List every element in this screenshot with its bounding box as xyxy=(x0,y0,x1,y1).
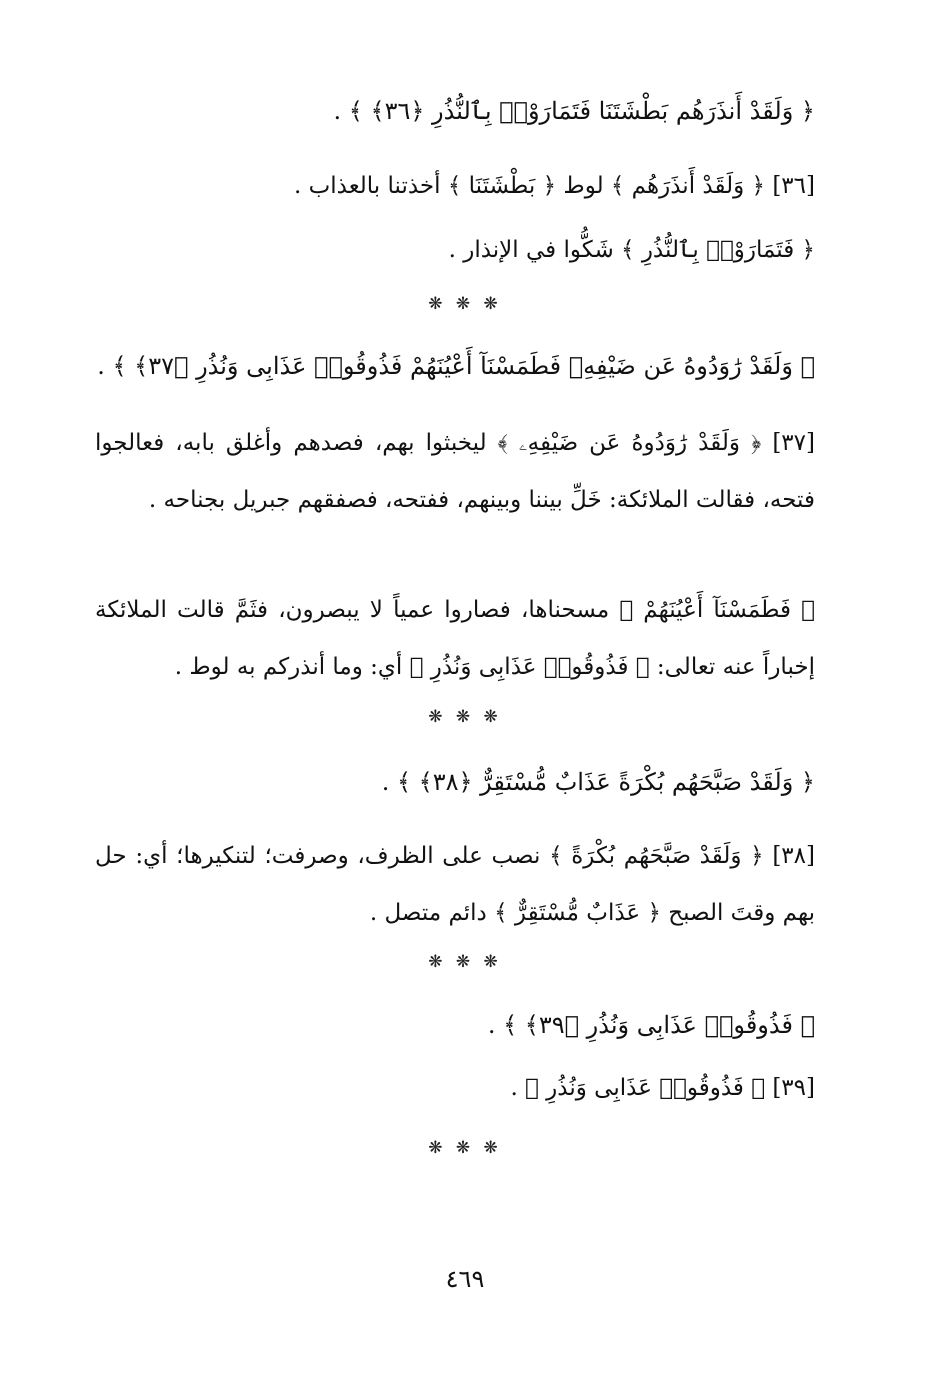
commentary-36-b: ﴿ فَتَمَارَوْا۟ بِٱلنُّذُرِ ﴾ شَكُّوا في الإنذار . xyxy=(448,237,815,263)
section-divider: ❋ ❋ ❋ xyxy=(428,707,502,727)
commentary-37-b: ﴿ فَطَمَسْنَآ أَعْيُنَهُمْ ﴾ مسحناها، فصاروا عمياً لا يبصرون، فثَمَّ قالت الملائكة إخباراً عنه تعالى: ﴿ فَذُوقُوا۟ عَذَابِى وَنُذُرِ ﴾ أي: وما أنذركم به لوط . xyxy=(95,597,815,680)
verse-36: ﴿ وَلَقَدْ أَنذَرَهُم بَطْشَتَنَا فَتَمَارَوْا۟ بِٱلنُّذُرِ ﴿٣٦﴾ ﴾ . xyxy=(333,97,815,125)
section-divider: ❋ ❋ ❋ xyxy=(428,952,502,972)
commentary-37-a: [٣٧] ﴿ وَلَقَدْ رَٰوَدُوهُ عَن ضَيْفِهِۦ ﴾ ليخبثوا بهم، فصدهم وأغلق بابه، فعالجوا فتحه، فقالت الملائكة: خَلِّ بيننا وبينهم، ففتحه، فصفقهم جبريل بجناحه . xyxy=(95,430,815,513)
verse-37: ﴿ وَلَقَدْ رَٰوَدُوهُ عَن ضَيْفِهِۦ فَطَمَسْنَآ أَعْيُنَهُمْ فَذُوقُوا۟ عَذَابِى وَنُذُرِ ﴿٣٧﴾ ﴾ . xyxy=(97,352,815,380)
section-divider: ❋ ❋ ❋ xyxy=(428,1138,502,1158)
page-number: ٤٦٩ xyxy=(445,1265,485,1293)
commentary-36-a: [٣٦] ﴿ وَلَقَدْ أَنذَرَهُم ﴾ لوط ﴿ بَطْشَتَنَا ﴾ أخذتنا بالعذاب . xyxy=(293,173,815,199)
section-divider: ❋ ❋ ❋ xyxy=(428,294,502,314)
verse-39: ﴿ فَذُوقُوا۟ عَذَابِى وَنُذُرِ ﴿٣٩﴾ ﴾ . xyxy=(487,1011,815,1039)
commentary-39: [٣٩] ﴿ فَذُوقُوا۟ عَذَابِى وَنُذُرِ ﴾ . xyxy=(510,1075,815,1101)
verse-38: ﴿ وَلَقَدْ صَبَّحَهُم بُكْرَةً عَذَابٌ مُّسْتَقِرٌّ ﴿٣٨﴾ ﴾ . xyxy=(381,768,815,796)
commentary-38: [٣٨] ﴿ وَلَقَدْ صَبَّحَهُم بُكْرَةً ﴾ نصب على الظرف، وصرفت؛ لتنكيرها؛ أي: حل بهم وقتَ الصبح ﴿ عَذَابٌ مُّسْتَقِرٌّ ﴾ دائم متصل . xyxy=(95,843,815,926)
